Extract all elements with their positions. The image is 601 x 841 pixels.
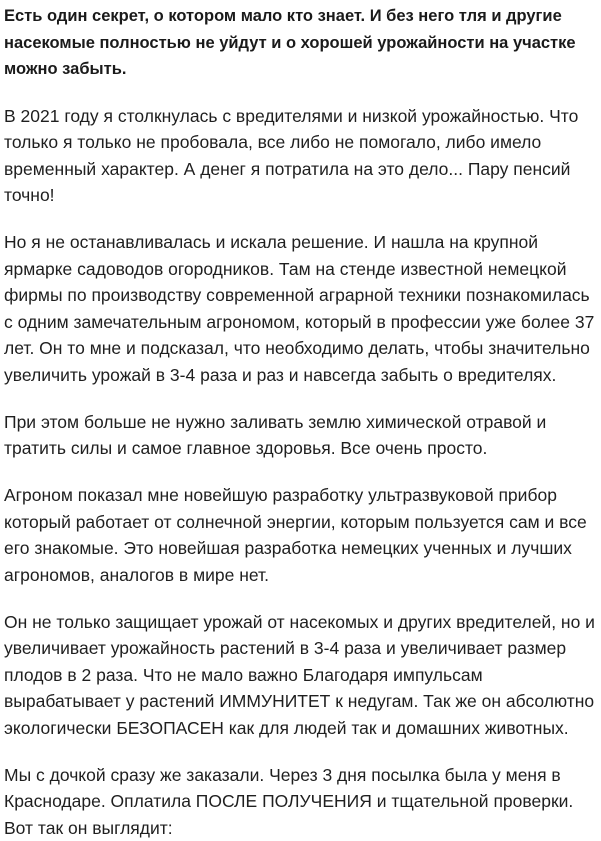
article-lead: Есть один секрет, о котором мало кто знает. И без него тля и другие насекомые полностью не уйдут и о хорошей урожайности на участке можно забыть.	[4, 0, 598, 83]
paragraph-order-delivery: Мы с дочкой сразу же заказали. Через 3 дня посылка была у меня в Краснодаре. Оплатила ПОСЛЕ ПОЛУЧЕНИЯ и тщательной проверки. Вот так он выглядит:	[4, 762, 598, 841]
paragraph-device-benefits: Он не только защищает урожай от насекомых и других вредителей, но и увеличивает урожайность растений в 3-4 раза и увеличивает размер плодов в 2 раза. Что не мало важно Благодаря импульсам вырабатывает у растений ИММУНИТЕТ к недугам. Так же он абсолютно экологически БЕЗОПАСЕН как для людей так и домашних животных.	[4, 609, 598, 742]
article-body	[4, 0, 598, 841]
paragraph-fair-agronomist: Но я не останавливалась и искала решение. И нашла на крупной ярмарке садоводов огородников. Там на стенде известной немецкой фирмы по производству современной аграрной техники познакомилась с одним замечательным агрономом, который в профессии уже более 37 лет. Он то мне и подсказал, что необходимо делать, чтобы значительно увеличить урожай в 3-4 раза и раз и навсегда забыть о вредителях.	[4, 229, 598, 388]
paragraph-ultrasonic-device: Агроном показал мне новейшую разработку ультразвуковой прибор который работает от солнечной энергии, которым пользуется сам и все его знакомые. Это новейшая разработка немецких ученных и лучших агрономов, аналогов в мире нет.	[4, 482, 598, 588]
paragraph-no-chemicals: При этом больше не нужно заливать землю химической отравой и тратить силы и самое главное здоровья. Все очень просто.	[4, 409, 598, 462]
paragraph-pests-2021: В 2021 году я столкнулась с вредителями и низкой урожайностью. Что только я только не пробовала, все либо не помогало, либо имело временный характер. А денег я потратила на это дело... Пару пенсий точно!	[4, 103, 598, 209]
